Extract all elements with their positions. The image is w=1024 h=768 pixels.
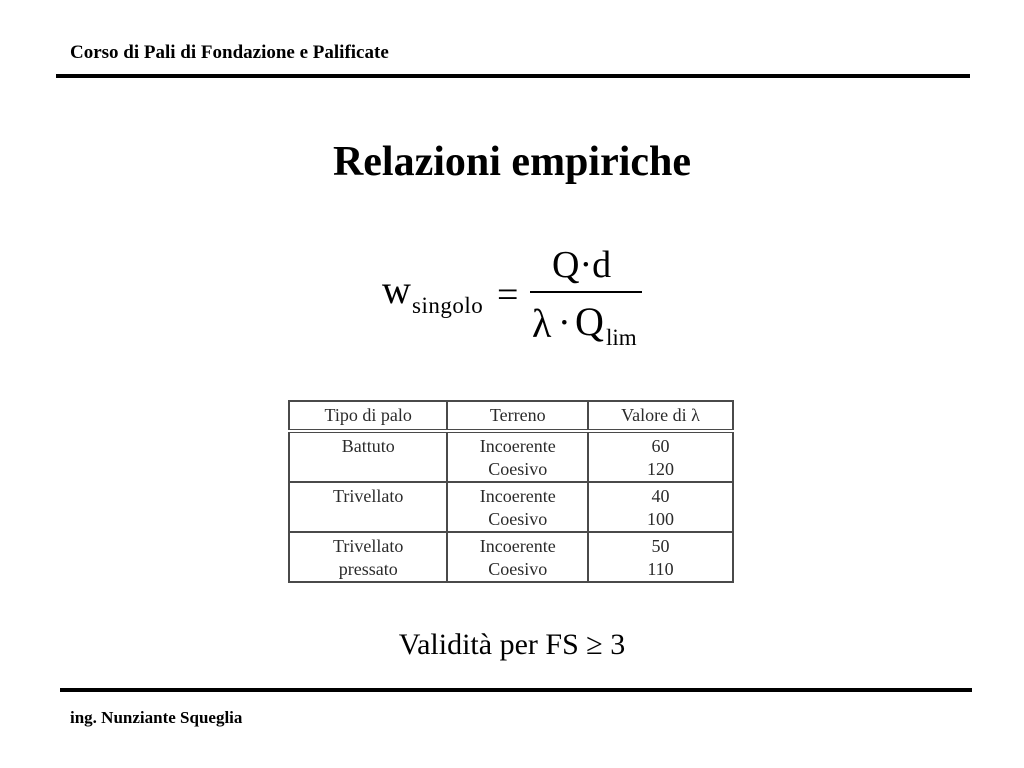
cell-tipo: Battuto [289, 431, 447, 482]
formula-fraction-bar [530, 291, 642, 293]
formula-subscript-lim: lim [606, 325, 637, 350]
cell-valore [588, 482, 733, 532]
formula-w-symbol: w [382, 267, 411, 312]
page-title: Relazioni empiriche [332, 139, 692, 185]
formula-lambda: λ [532, 301, 552, 346]
valore-line: 40 [651, 486, 670, 506]
terreno-line: Incoerente [479, 436, 556, 456]
valore-line: 120 [647, 459, 675, 479]
header-divider [56, 74, 970, 78]
validity-note: Validità per FS ≥ 3 [398, 628, 626, 661]
header-tipo-di-palo: Tipo di palo [289, 401, 447, 431]
cell-terreno [447, 482, 588, 532]
settlement-formula [380, 240, 650, 350]
header-valore-lambda: Valore di λ [588, 401, 733, 431]
formula-subscript-singolo: singolo [412, 293, 484, 318]
cell-terreno [447, 431, 588, 482]
terreno-line: Coesivo [488, 559, 548, 579]
cell-tipo: Trivellato [289, 482, 447, 532]
footer-divider [60, 688, 972, 692]
terreno-line: Coesivo [488, 459, 548, 479]
tipo-line: Trivellato [333, 536, 404, 556]
cell-tipo [289, 532, 447, 582]
table-row [289, 431, 733, 482]
formula-numerator: Q·d [552, 244, 612, 286]
valore-line: 50 [651, 536, 670, 556]
cell-terreno [447, 532, 588, 582]
terreno-line: Coesivo [488, 509, 548, 529]
lambda-values-table [288, 400, 734, 583]
table-row [289, 482, 733, 532]
table-header-row [289, 401, 733, 431]
valore-line: 60 [651, 436, 670, 456]
valore-line: 100 [647, 509, 675, 529]
formula-denominator-q: Q [575, 299, 604, 344]
formula-equals: = [497, 274, 519, 316]
tipo-line: pressato [338, 559, 398, 579]
table-row [289, 532, 733, 582]
valore-line: 110 [647, 559, 674, 579]
terreno-line: Incoerente [479, 486, 556, 506]
terreno-line: Incoerente [479, 536, 556, 556]
course-title: Corso di Pali di Fondazione e Palificate [70, 42, 389, 63]
cell-valore [588, 532, 733, 582]
formula-denominator-dot: · [558, 302, 571, 344]
footer-author: ing. Nunziante Squeglia [70, 708, 243, 727]
header-terreno: Terreno [447, 401, 588, 431]
cell-valore [588, 431, 733, 482]
